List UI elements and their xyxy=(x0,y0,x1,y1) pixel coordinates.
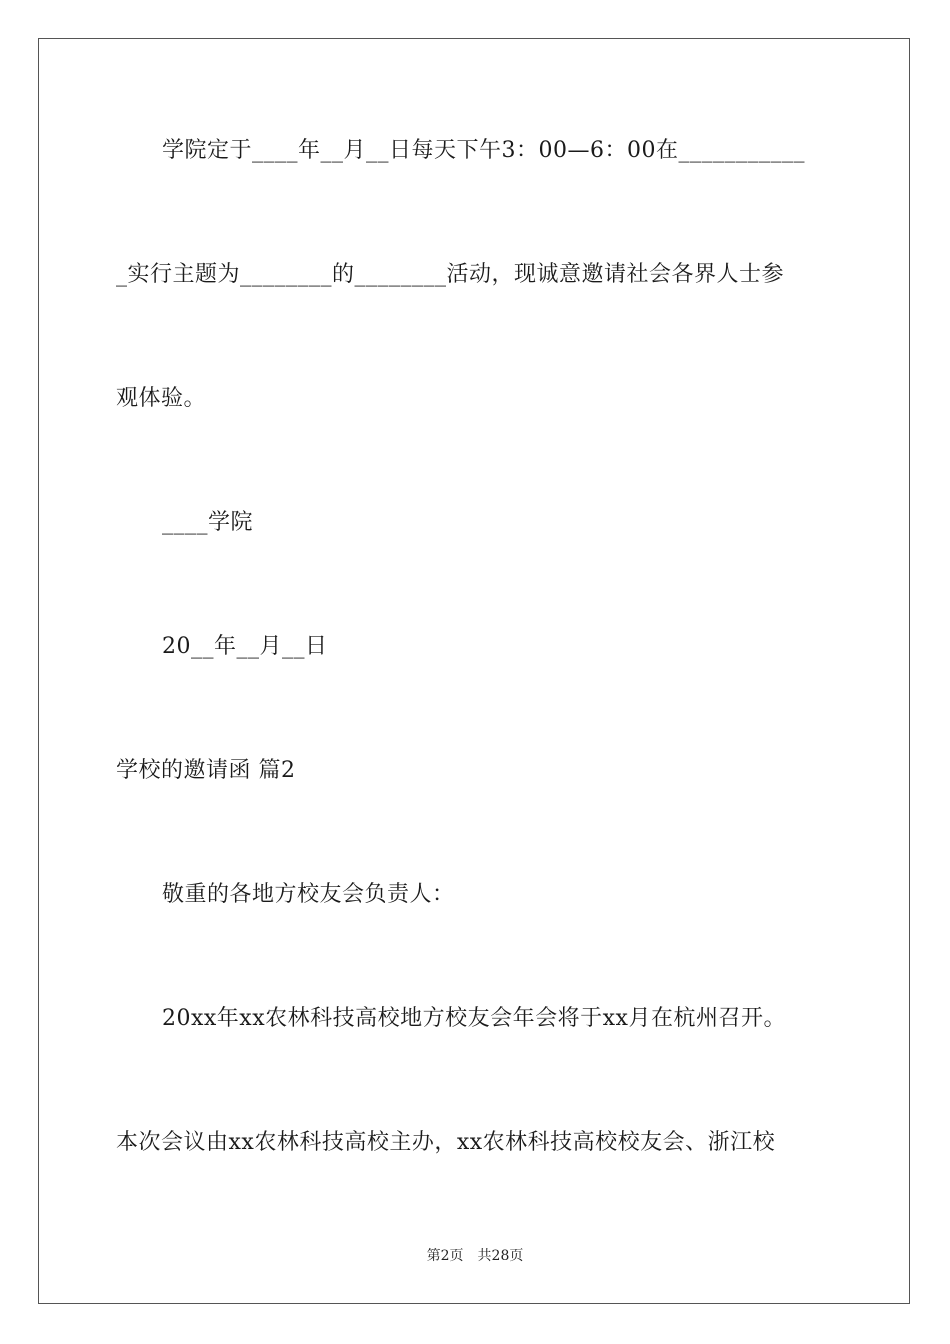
paragraph-line-3: 观体验。 xyxy=(116,386,207,411)
page-number-current: 第2页 xyxy=(426,1248,464,1264)
page-border xyxy=(38,38,910,1304)
paragraph-line-1: 学院定于____年__月__日每天下午3：00—6：00在___________ xyxy=(162,138,805,163)
page-number-total: 共28页 xyxy=(477,1248,524,1264)
signature-college: ____学院 xyxy=(162,510,254,535)
signature-date: 20__年__月__日 xyxy=(162,634,328,659)
paragraph-line-4: 20xx年xx农林科技高校地方校友会年会将于xx月在杭州召开。 xyxy=(162,1006,786,1031)
page-footer xyxy=(0,1246,950,1266)
salutation: 敬重的各地方校友会负责人： xyxy=(162,882,455,907)
section-heading: 学校的邀请函 篇2 xyxy=(116,758,296,783)
paragraph-line-5: 本次会议由xx农林科技高校主办，xx农林科技高校校友会、浙江校 xyxy=(116,1130,776,1155)
paragraph-line-2: _实行主题为________的________活动，现诚意邀请社会各界人士参 xyxy=(116,262,785,287)
